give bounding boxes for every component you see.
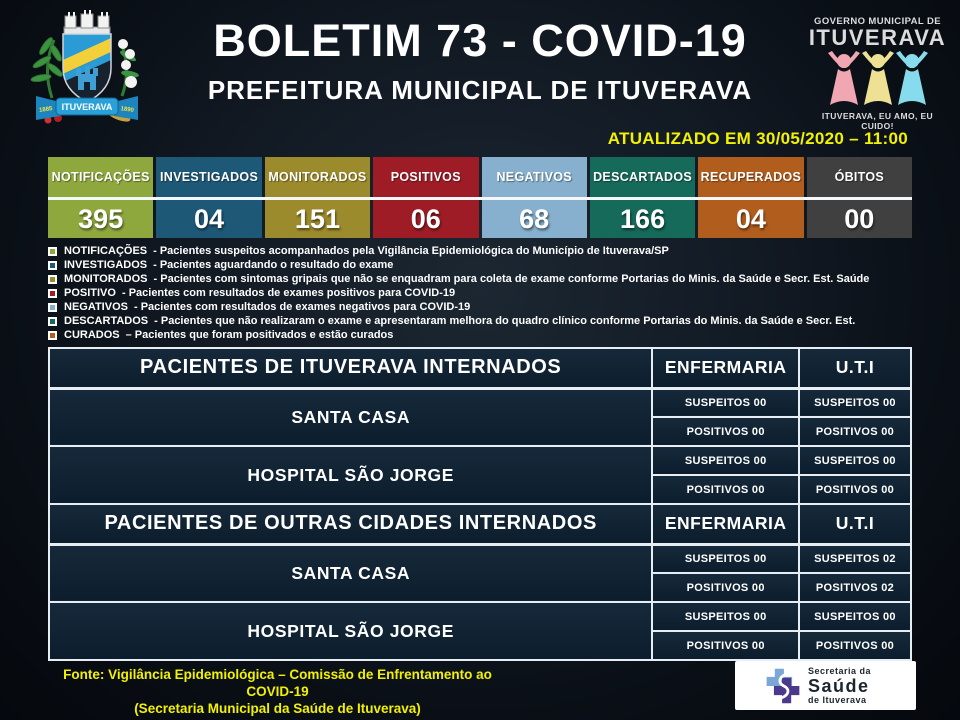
legend-swatch-icon [48,275,57,284]
government-logo [805,16,950,131]
legend-desc: - Pacientes aguardando o resultado do exame [153,259,394,271]
stat-value-descartados: 166 [590,200,695,238]
stat-header-investigados: INVESTIGADOS [156,157,261,197]
gov-logo-slogan: ITUVERAVA, EU AMO, EU CUIDO! [821,111,934,131]
legend-term: NEGATIVOS [64,301,128,313]
crest-banner-text: ITUVERAVA [61,102,113,112]
legend-item-curados [48,328,928,342]
legend-item-investigados [48,258,928,272]
page-subtitle: PREFEITURA MUNICIPAL DE ITUVERAVA [207,75,753,105]
legend-swatch-icon [48,303,57,312]
table-row [49,446,911,475]
hospital-name: SANTA CASA [49,544,652,602]
legend-swatch-icon [48,289,57,298]
hospital-name: HOSPITAL SÃO JORGE [49,602,652,660]
dancing-people-icon [816,51,940,109]
stat-header-obitos: ÓBITOS [807,157,912,197]
section-header-ituverava [49,348,911,388]
hospital-name: SANTA CASA [49,388,652,446]
crest-cotton-icon [118,39,139,96]
table-row [49,388,911,417]
enfermaria-suspeitos: SUSPEITOS 00 [652,446,799,475]
stat-header-notificacoes: NOTIFICAÇÕES [48,157,153,197]
legend-term: NOTIFICAÇÕES [64,245,148,257]
column-header-enfermaria: ENFERMARIA [652,348,799,388]
stats-value-row [48,200,912,238]
legend-item-monitorados [48,272,928,286]
legend-item-notificacoes [48,244,928,258]
stat-header-recuperados: RECUPERADOS [698,157,803,197]
legend-desc: – Pacientes que foram positivados e estão curados [125,329,394,341]
stat-value-obitos: 00 [807,200,912,238]
source-note [40,666,515,717]
crest-year-right: 1890 [120,106,135,114]
legend-term: POSITIVO [64,287,116,299]
stats-strip [48,157,912,238]
secretariat-logo-text [808,667,871,705]
uti-positivos: POSITIVOS 00 [799,475,911,504]
updated-timestamp: ATUALIZADO EM 30/05/2020 – 11:00 [607,129,908,148]
enfermaria-suspeitos: SUSPEITOS 00 [652,544,799,573]
legend-desc: - Pacientes suspeitos acompanhados pela Vigilância Epidemiológica do Município de Ituverava/SP [153,245,669,257]
crest-year-left: 1885 [38,106,53,114]
enfermaria-positivos: POSITIVOS 00 [652,475,799,504]
health-secretariat-logo [735,661,916,710]
stat-header-descartados: DESCARTADOS [590,157,695,197]
secretariat-line-1: Secretaria da [808,665,872,676]
stat-value-recuperados: 04 [698,200,803,238]
uti-suspeitos: SUSPEITOS 00 [799,388,911,417]
uti-suspeitos: SUSPEITOS 02 [799,544,911,573]
source-line-2: (Secretaria Municipal da Saúde de Ituverava) [134,701,421,716]
uti-positivos: POSITIVOS 02 [799,573,911,602]
section-header-outras-cidades [49,504,911,544]
enfermaria-positivos: POSITIVOS 00 [652,631,799,660]
stat-value-negativos: 68 [482,200,587,238]
table-row [49,544,911,573]
city-coat-of-arms [24,8,150,136]
legend-desc: - Pacientes com resultados de exames negativos para COVID-19 [133,301,471,313]
column-header-uti: U.T.I [799,348,911,388]
legend-term: INVESTIGADOS [64,259,148,271]
legend [48,244,928,342]
hospitals-table [48,347,912,661]
crest-crown-icon [64,10,110,35]
legend-term: MONITORADOS [64,273,148,285]
legend-item-positivo [48,286,928,300]
uti-suspeitos: SUSPEITOS 00 [799,602,911,631]
header-titles [155,16,805,106]
legend-term: CURADOS [64,329,120,341]
section-title: PACIENTES DE ITUVERAVA INTERNADOS [49,348,652,388]
enfermaria-suspeitos: SUSPEITOS 00 [652,602,799,631]
enfermaria-suspeitos: SUSPEITOS 00 [652,388,799,417]
legend-swatch-icon [48,317,57,326]
health-cross-icon [763,666,803,706]
column-header-enfermaria: ENFERMARIA [652,504,799,544]
stat-value-monitorados: 151 [265,200,370,238]
enfermaria-positivos: POSITIVOS 00 [652,417,799,446]
legend-desc: - Pacientes com resultados de exames positivos para COVID-19 [121,287,456,299]
source-line-1: Fonte: Vigilância Epidemiológica – Comissão de Enfrentamento ao COVID-19 [63,667,492,699]
secretariat-line-2: Saúde [808,675,870,696]
stat-header-positivos: POSITIVOS [373,157,478,197]
gov-logo-top-line: GOVERNO MUNICIPAL DE [814,16,941,27]
legend-swatch-icon [48,331,57,340]
uti-positivos: POSITIVOS 00 [799,417,911,446]
crest-ribbon [36,96,138,120]
section-title: PACIENTES DE OUTRAS CIDADES INTERNADOS [49,504,652,544]
hospital-name: HOSPITAL SÃO JORGE [49,446,652,504]
uti-positivos: POSITIVOS 00 [799,631,911,660]
table-row [49,602,911,631]
secretariat-line-3: de Ituverava [808,694,867,705]
uti-suspeitos: SUSPEITOS 00 [799,446,911,475]
legend-item-descartados [48,314,928,328]
stat-value-investigados: 04 [156,200,261,238]
legend-swatch-icon [48,261,57,270]
stat-header-negativos: NEGATIVOS [482,157,587,197]
legend-item-negativos [48,300,928,314]
stat-value-notificacoes: 395 [48,200,153,238]
stats-header-row [48,157,912,197]
legend-swatch-icon [48,247,57,256]
column-header-uti: U.T.I [799,504,911,544]
stat-value-positivos: 06 [373,200,478,238]
crest-shield-icon [63,34,111,104]
legend-term: DESCARTADOS [64,315,149,327]
stat-header-monitorados: MONITORADOS [265,157,370,197]
crest-sugarcane-icon [31,36,64,98]
enfermaria-positivos: POSITIVOS 00 [652,573,799,602]
legend-desc: - Pacientes com sintomas gripais que não se enquadram para coleta de exame conforme Portarias do Minis. da Saúde e Secr. Est. Saúde [153,273,870,285]
gov-logo-name: ITUVERAVA [808,25,947,50]
legend-desc: - Pacientes que não realizaram o exame e apresentaram melhora do quadro clínico conforme Portarias do Minis. da Saúde e Secr. Est. [154,315,856,327]
page-title: BOLETIM 73 - COVID-19 [213,15,747,66]
